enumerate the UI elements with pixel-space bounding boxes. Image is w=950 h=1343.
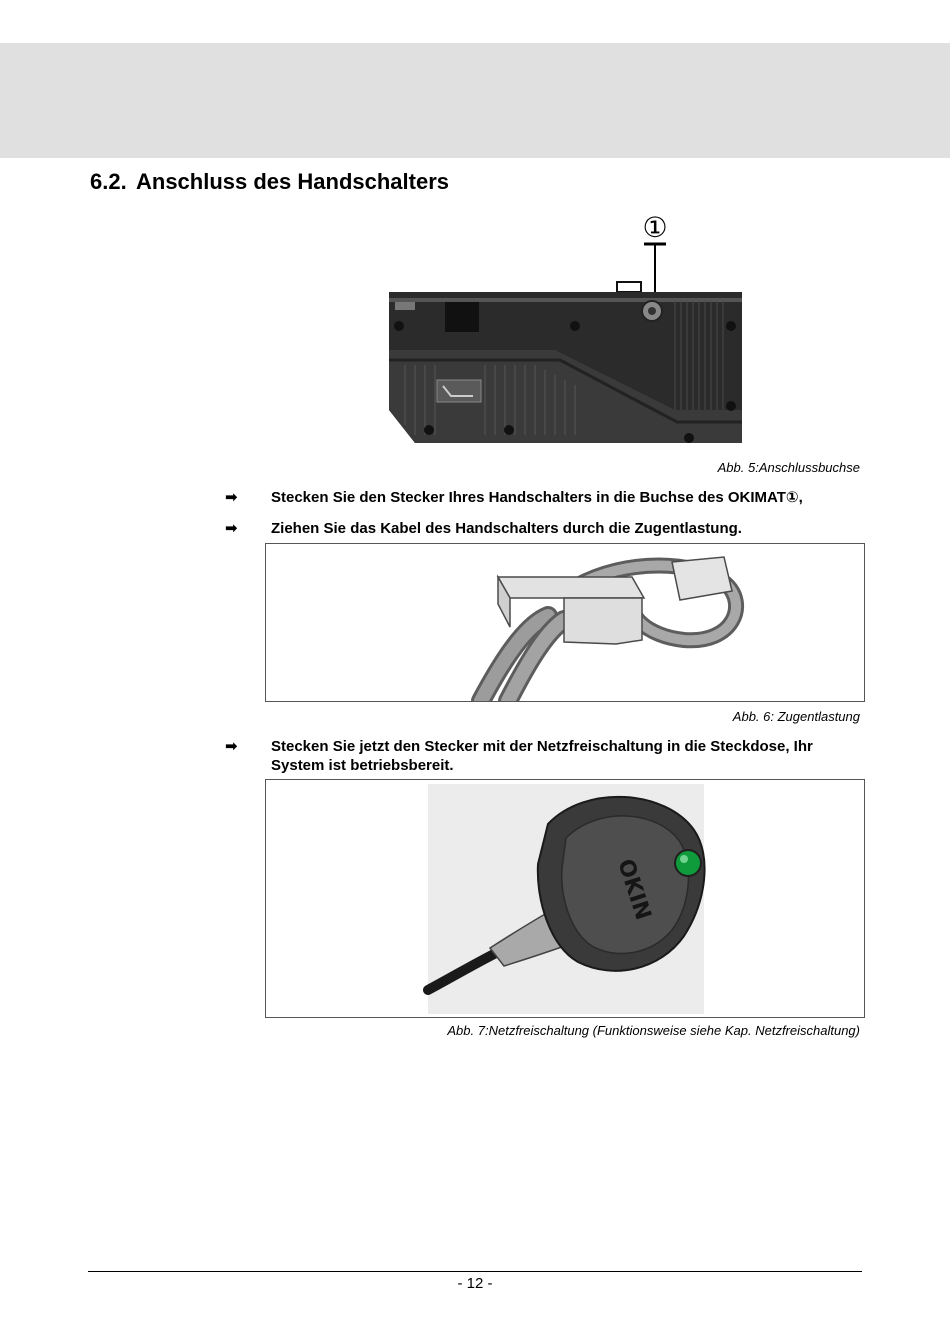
strain-relief-figure — [265, 543, 865, 702]
strain-relief-illustration — [266, 544, 864, 701]
arrow-right-icon: ➡ — [225, 489, 238, 506]
section-title: Anschluss des Handschalters — [136, 169, 450, 194]
motor-socket-illustration — [385, 210, 745, 450]
figure-7-caption: Abb. 7:Netzfreischaltung (Funktionsweise siehe Kap. Netzfreischaltung) — [447, 1023, 860, 1038]
footer-divider — [88, 1271, 862, 1272]
figure-6-caption: Abb. 6: Zugentlastung — [732, 709, 860, 724]
step-2-text: Ziehen Sie das Kabel des Handschalters durch die Zugentlastung. — [271, 520, 742, 537]
power-indicator-icon — [675, 850, 701, 876]
okin-logo-text: OKIN — [612, 856, 656, 924]
figure-5-caption: Abb. 5:Anschlussbuchse — [717, 460, 860, 475]
socket-marker-label: ① — [642, 211, 668, 244]
arrow-right-icon: ➡ — [225, 738, 238, 755]
section-number: 6.2. — [90, 169, 127, 194]
header-band — [0, 43, 950, 158]
arrow-right-icon: ➡ — [225, 520, 238, 537]
power-disconnect-figure — [265, 779, 865, 1018]
section-heading — [90, 169, 449, 195]
page-number: - 12 - — [457, 1275, 493, 1292]
step-1-text: Stecken Sie den Stecker Ihres Handschalters in die Buchse des OKIMAT①, — [271, 489, 803, 506]
power-disconnect-illustration — [266, 780, 864, 1017]
step-3-text: Stecken Sie jetzt den Stecker mit der Netzfreischaltung in die Steckdose, Ihr System ist betriebsbereit. — [271, 738, 813, 774]
